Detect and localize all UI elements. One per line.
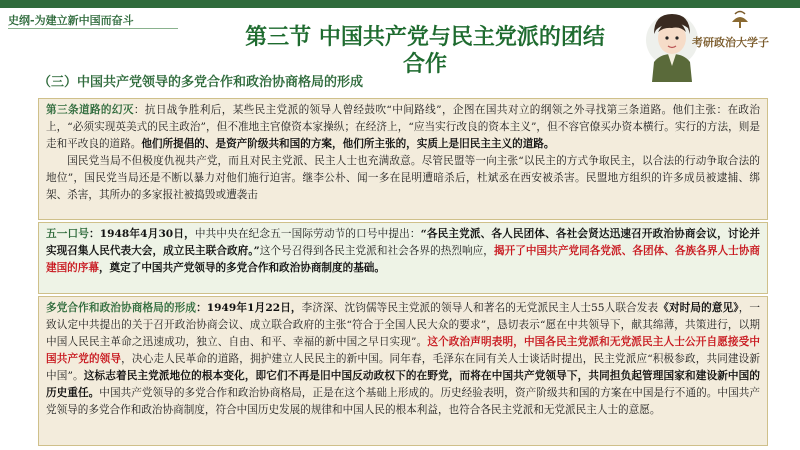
multiparty-paragraph [46, 300, 760, 419]
multiparty-status-change: 这标志着民主党派地位的根本变化，即它们不再是旧中国反动政权下的在野党，而将在中国共产党领导下，共同担负起管理国家和建设新中国的历史重任。 [46, 370, 761, 399]
page-title [200, 24, 650, 78]
may-day-highlight: 揭开了中国共产党同各党派、各团体、各族各界人士协商建国的序幕 [46, 245, 761, 274]
third-road-text: ：抗日战争胜利后，某些民主党派的领导人曾经鼓吹“中间路线”，企图在国共对立的纲领之外寻找第三条道路。他们主张：在政治上，“必须实现英美式的民主政治”，但不准地主官僚资本家操纵；在经济上，“应当实行改良的资本主义”，但不容官僚买办资本横行。实行的方法，则是走和平改良的道路。 [46, 104, 761, 150]
brand-text: 考研政治大学子 [692, 36, 769, 49]
page-title-line1: 第三节 中国共产党与民主党派的团结 [245, 25, 605, 50]
multiparty-text-g: 中国共产党领导的多党合作和政治协商格局，正是在这个基础上形成的。历史经验表明，资产阶级共和国的方案在中国是行不通的。中国共产党领导的多党合作和政治协商制度，符合中国历史发展的规律和中国人民的根本利益，也符合各民主党派和无党派民主人士的意愿。 [46, 387, 761, 416]
may-day-date: ：1948年4月30日， [89, 228, 195, 240]
multiparty-date: ：1949年1月22日， [196, 302, 302, 314]
section-heading: （三）中国共产党领导的多党合作和政治协商格局的形成 [38, 75, 364, 90]
may-day-text-c: 这个号召得到各民主党派和社会各界的热烈响应， [259, 245, 494, 257]
multiparty-text-c: ，一致认定中共提出的关于召开政治协商会议、成立联合政府的主张“符合于全国人民大众的要求”，恳切表示“愿在中共领导下，献其绵薄，共策进行，以期中国人民民主革命之迅速成功，独立、自由、和平、幸福的新中国之早日实现”。 [46, 302, 761, 348]
multiparty-highlight: 这个政治声明表明，中国各民主党派和无党派民主人士公开自愿接受中国共产党的领导 [46, 336, 761, 365]
breadcrumb: 史纲-为建立新中国而奋斗 [8, 14, 134, 27]
page-title-line2: 合作 [402, 52, 447, 77]
may-day-slogan-panel [38, 222, 768, 294]
third-road-keyword: 第三条道路的幻灭 [46, 104, 134, 116]
multiparty-opinion-title: 《对时局的意见》 [658, 302, 739, 314]
multiparty-keyword: 多党合作和政治协商格局的形成 [46, 302, 197, 314]
third-road-conclusion: 他们所提倡的、是资产阶级共和国的方案，他们所主张的，实质上是旧民主主义的道路。 [141, 138, 555, 150]
may-day-paragraph [46, 226, 760, 277]
multiparty-cooperation-panel [38, 296, 768, 446]
may-day-slogan: “各民主党派、各人民团体、各社会贤达迅速召开政治协商会议，讨论并实现召集人民代表大会，成立民主联合政府。” [46, 228, 761, 257]
multiparty-text-e: ，决心走人民革命的道路，拥护建立人民民主的新中国。同年春，毛泽东在同有关人士谈话时提出，民主党派应“积极参政，共同建设新中国”。 [46, 353, 760, 382]
multiparty-text-a: 李济深、沈钧儒等民主党派的领导人和著名的无党派民主人士55人联合发表 [301, 302, 659, 314]
third-road-paragraph [46, 102, 760, 153]
may-day-foundation: ，奠定了中国共产党领导的多党合作和政治协商制度的基础。 [98, 262, 385, 274]
may-day-text-a: 中共中央在纪念五一国际劳动节的口号中提出： [194, 228, 421, 240]
may-day-keyword: 五一口号 [46, 228, 90, 240]
lamp-icon [732, 12, 748, 29]
kmt-persecution-paragraph: 国民党当局不但极度仇视共产党，而且对民主党派、民主人士也充满敌意。尽管民盟等一向主张“以民主的方式争取民主，以合法的行动争取合法的地位”，国民党当局还是不断以暴力对他们施行迫害。继李公朴、闻一多在昆明遭暗杀后，杜斌丞在西安被杀害。民盟地方组织的许多成员被逮捕、绑架、杀害，其所办的多家报社被捣毁或遭袭击 [46, 155, 760, 201]
breadcrumb-underline [8, 28, 178, 29]
third-road-panel [38, 98, 768, 220]
